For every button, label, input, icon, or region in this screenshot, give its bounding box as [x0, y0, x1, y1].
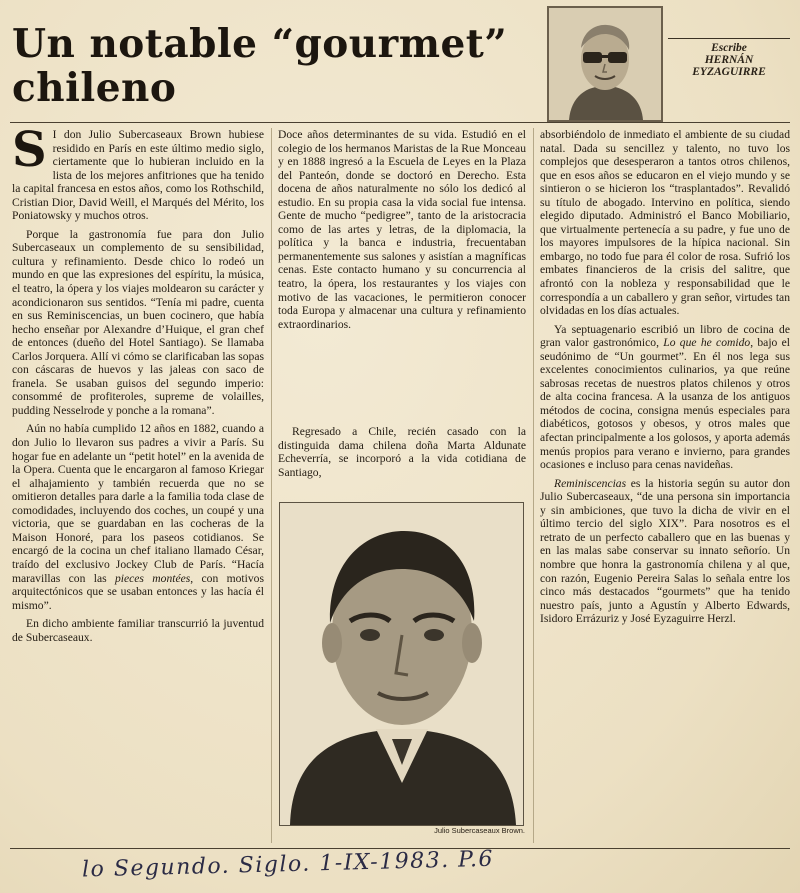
article-headline [12, 22, 542, 110]
italic-phrase: pieces montées [114, 571, 191, 585]
article-column-1 [12, 128, 264, 843]
column-divider-2 [533, 128, 534, 843]
paragraph [12, 422, 264, 612]
paragraph [540, 323, 790, 472]
handwritten-source-note: lo Segundo. Siglo. 1-IX-1983. P.6 [81, 846, 495, 883]
paragraph [540, 477, 790, 626]
subject-photo [279, 502, 524, 826]
article-column-3 [540, 128, 790, 848]
headline-line-2: chileno [12, 65, 177, 111]
paragraph-text: Ya septuagenario escribió un libro de cocina de gran valor gastronómico, [540, 322, 790, 350]
paragraph: Doce años determinantes de su vida. Estudió en el colegio de los hermanos Maristas de la Rue Monceau y en 1888 ingresó a la Escuela de Leyes en la Plaza del Panteón, donde se doctoró en Derecho. Esta docena de años naturalmente no sólo los dedicó al estudio. En su propia casa la vida social fue intensa. Gente de mucho “pedigree”, tanto de la aristocracia como de las artes y letras, de la diplomacia, la política y la banca e industria, frecuentaban permanentemente sus salones y asistían a magníficas cenas. Este contacto humano y su concurrencia al teatro, la ópera, los restaurantes y los viajes con motivo de las vacaciones, le permitieron conocer toda Europa y almacenar una cultura y refinamiento extraordinarios. [278, 128, 526, 331]
paragraph: absorbiéndolo de inmediato el ambiente de su ciudad natal. Dada su sencillez y talento, no tuvo los complejos que desesperaron a tantos otros chilenos, que en esos años se educaron en el viejo mundo y se sintieron o se hicieron los “trasplantados”. Revalidó su título de abogado. Intervino en política, siendo elegido diputado. Administró el Banco Mobiliario, que virtualmente pertenecía a su padre, y fue uno de los mayores impulsores de la hípica nacional. Sin embargo, no todo fue para él color de rosa. Sufrió los embates financieros de la crisis del salitre, que afrontó con la nobleza y responsabilidad que le correspondía a un caballero y gran señor, virtudes tan olvidadas en los días actuales. [540, 128, 790, 318]
byline-first-name: HERNÁN [704, 54, 754, 66]
photo-caption: Julio Subercaseaux Brown. [434, 826, 525, 835]
column-divider-1 [271, 128, 272, 843]
author-portrait-icon [549, 8, 661, 120]
byline-last-name: EYZAGUIRRE [692, 66, 766, 78]
paragraph: En dicho ambiente familiar transcurrió la juventud de Subercaseaux. [12, 617, 264, 644]
subject-portrait-icon [280, 503, 523, 825]
headline-line-1: Un notable “gourmet” [12, 21, 508, 67]
italic-book-title: Lo que he comido [663, 336, 751, 350]
article-column-2-lower [278, 425, 526, 495]
paragraph-text: , con motivos arquitectónicos que se usaban entonces y las hacía él mismo”. [12, 571, 264, 612]
paragraph: Regresado a Chile, recién casado con la distinguida dama chilena doña Marta Aldunate Echeverría, se incorporó a la vida cotidiana de Santiago, [278, 425, 526, 479]
paragraph-text: , bajo el seudónimo de “Un gourmet”. En él nos lega sus excelentes conocimientos culinarios, ya que reúne sabrosas recetas de nuestros platos chilenos y otros de alta cocina francesa. A la usanza de los antiguos métodos de cocina, consigna menús especiales para diabéticos, gotosos y obesos, y otros males que afectan principalmente a los golosos, y aporta además menús propios para verano e invierno, para grandes ocasiones e incluso para cenas navideñas. [540, 336, 790, 472]
author-portrait [547, 6, 663, 122]
byline-prefix: Escribe [711, 42, 747, 54]
paragraph: Porque la gastronomía fue para don Julio Subercaseaux un complemento de su sensibilidad, cultura y refinamiento. Desde chico lo rodeó un mundo en que las expresiones del espíritu, la música, el teatro, la ópera y los viajes moldearon su carácter y acondicionaron sus sentidos. “Tenía mi padre, cuenta en sus Reminiscencias, un buen cocinero, que había hecho enseñar por Alexandre d’Huique, el gran chef de entonces (dueño del Hotel Santiago). Se llamaba Carlos Jorquera. Allí vi cómo se clarificaban las sopas con cáscaras de huevos y las jaleas con saco de franela. Se usaban guisos del segundo imperio: consommé de profiteroles, supreme de volailles, pudding Nesselrode y ponche a la romana”. [12, 227, 264, 417]
paragraph [12, 128, 264, 223]
top-divider [10, 122, 790, 123]
italic-book-title: Reminiscencias [554, 476, 627, 490]
paragraph-text: I don Julio Subercaseaux Brown hubiese residido en París en este último medio siglo, ciertamente que lo hubieran incluido en la lista de los mejores anfitriones que ha tenido la capital francesa en estos años, como los Rothschild, Cristian Dior, David Weill, el Marqués del Mérito, los Poniatowsky y muchos otros. [12, 128, 264, 223]
author-byline [668, 38, 790, 78]
article-column-2 [278, 128, 526, 418]
drop-cap: S [12, 128, 47, 178]
paragraph-text: es la historia según su autor don Julio Subercaseaux, “de una persona sin importancia y sin ambiciones, que tuvo la dicha de vivir en el último tercio del siglo XIX”. Para nosotros es el retrato de un perfecto caballero que en las buenas y en las malas sabe conservar su innato señorío. Un nombre que honra la gastronomía chilena y al que, con razón, Eugenio Pereira Salas lo señala entre los cinco más destacados “gourmets” que ha tenido nuestro país, junto a Agustín y Alberto Edwards, Isidoro Errázuriz y José Eyzaguirre Herzl. [540, 476, 790, 626]
paragraph-text: Aún no había cumplido 12 años en 1882, cuando a don Julio lo llevaron sus padres a vivir a París. Su hogar fue en adelante un “petit hotel” en la avenida de la Opera. Cuenta que le encargaron al famoso Kriegar el alhajamiento y también recuerda que no se omitieron detalles para darle a la familia toda clase de comodidades, incluyendo dos coches, un coupé y una victoria, que se guardaban en las cocheras de la Maison Honoré, para los paseos cotidianos. Se encargó de la cocina un chef italiano llamado César, traído del exclusivo Jockey Club de París. “Hacía maravillas con las [12, 422, 264, 585]
